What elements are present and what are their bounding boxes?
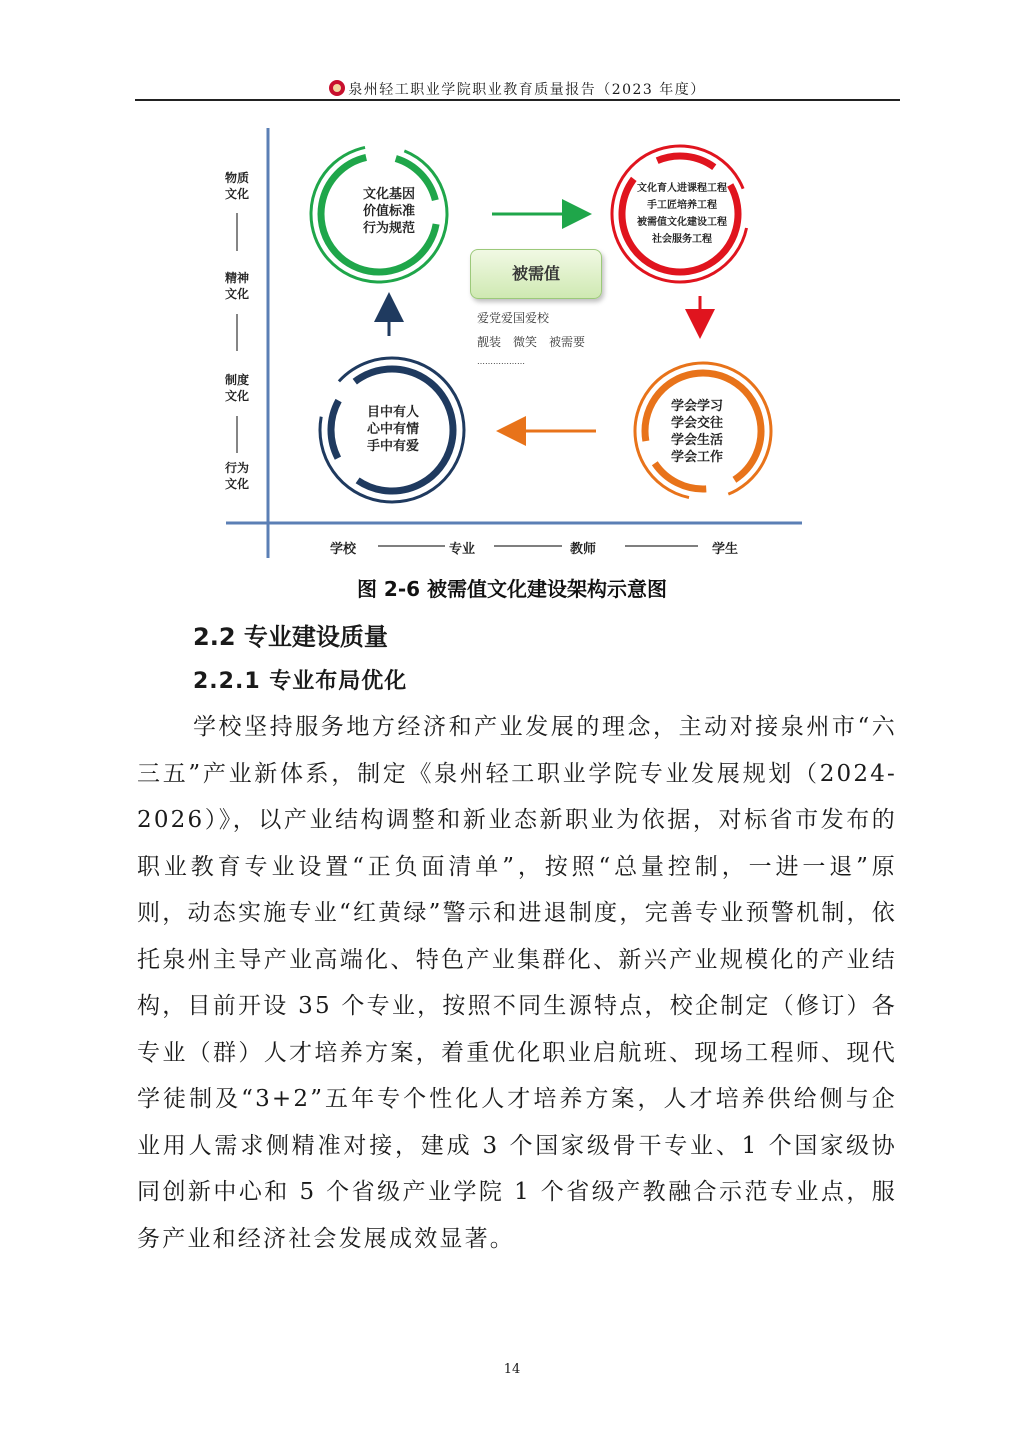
green-circle-text: 文化基因 价值标准 行为规范	[362, 187, 415, 236]
school-logo-icon	[329, 80, 345, 96]
page-header	[135, 72, 900, 102]
page-number: 14	[503, 1362, 521, 1377]
center-note-1: 爱党爱国爱校	[477, 311, 550, 325]
center-note-2: 靓装 微笑 被需要	[477, 335, 586, 349]
x-label-teacher: 教师	[570, 542, 597, 557]
header-title: 泉州轻工职业学院职业教育质量报告（2023 年度）	[348, 82, 706, 98]
figure-caption: 图 2-6 被需值文化建设架构示意图	[356, 577, 668, 601]
red-circle-text: 文化育人进课程工程 手工匠培养工程 被需值文化建设工程 社会服务工程	[637, 183, 727, 245]
orange-circle-text: 学会学习 学会交往 学会生活 学会工作	[670, 399, 723, 465]
header-rule	[135, 99, 900, 101]
culture-framework-diagram	[220, 126, 810, 566]
header-line	[329, 82, 706, 98]
section-heading: 2.2 专业建设质量	[193, 623, 388, 651]
body-paragraph: 学校坚持服务地方经济和产业发展的理念，主动对接泉州市“六三五”产业新体系，制定《泉州轻工职业学院专业发展规划（2024-2026）》，以产业结构调整和新业态新职业为依据，对标省市发布的职业教育专业设置“正负面清单”，按照“总量控制，一进一退”原则，动态实施专业“红黄绿”警示和进退制度，完善专业预警机制，依托泉州主导产业高端化、特色产业集群化、新兴产业规模化的产业结构，目前开设 35 个专业，按照不同生源特点，校企制定（修订）各专业（群）人才培养方案，着重优化职业启航班、现场工程师、现代学徒制及“3+2”五年专个性化人才培养方案，人才培养供给侧与企业用人需求侧精准对接，建成 3 个国家级骨干专业、1 个国家级协同创新中心和 5 个省级产业学院 1 个省级产教融合示范专业点，服务产业和经济社会发展成效显著。	[137, 714, 897, 1252]
y-label-behavioral: 行为 文化	[224, 461, 249, 491]
subsection-heading: 2.2.1 专业布局优化	[193, 669, 408, 694]
y-label-institutional: 制度 文化	[224, 373, 249, 403]
x-label-major: 专业	[449, 542, 476, 557]
y-label-spiritual: 精神 文化	[224, 271, 249, 301]
center-note-3: ………………	[477, 357, 525, 366]
navy-circle-text: 目中有人 心中有情 手中有爱	[366, 405, 419, 454]
y-label-material: 物质 文化	[224, 171, 249, 201]
x-label-school: 学校	[330, 542, 357, 557]
x-label-student: 学生	[712, 542, 739, 557]
center-value-box: 被需值	[470, 249, 602, 299]
